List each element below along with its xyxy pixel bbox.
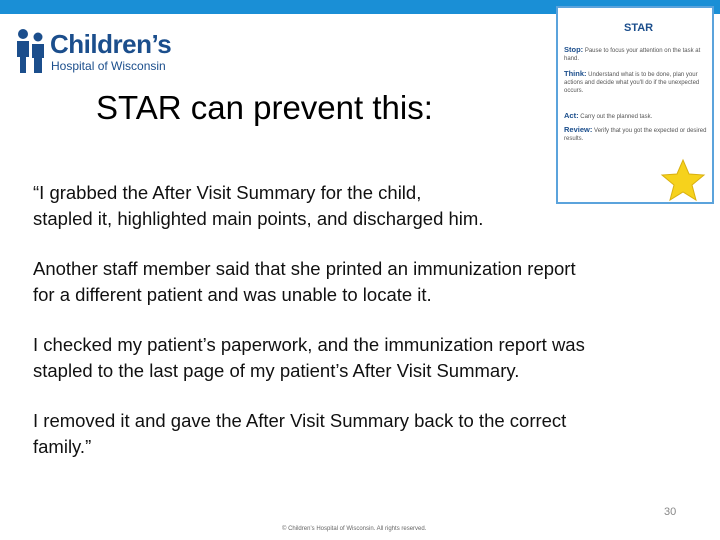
star-term: Act:: [564, 111, 579, 120]
star-row-stop: [564, 46, 710, 63]
paragraph: I removed it and gave the After Visit Summary back to the correct family.”: [33, 410, 567, 457]
copyright-notice: © Children’s Hospital of Wisconsin. All rights reserved.: [282, 526, 427, 532]
childrens-hospital-logo: [14, 24, 174, 76]
star-reference-card: [556, 6, 714, 204]
star-term: Think:: [564, 69, 587, 78]
logo-name: Children’s: [50, 29, 172, 59]
paragraph: Another staff member said that she printed an immunization report for a different patient and was unable to locate it.: [33, 258, 576, 305]
star-desc: Verify that you got the expected or desired results.: [564, 128, 707, 142]
star-card-title: STAR: [624, 22, 654, 34]
paragraph: “I grabbed the After Visit Summary for the child, stapled it, highlighted main points, and discharged him.: [33, 182, 484, 229]
star-desc: Understand what is to be done, plan your actions and decide what you'll do if the unexpected occurs.: [564, 72, 700, 94]
star-row-review: [564, 126, 710, 143]
page-number: 30: [664, 506, 677, 518]
star-desc: Carry out the planned task.: [580, 114, 653, 120]
star-desc: Pause to focus your attention on the task at hand.: [564, 48, 701, 62]
star-term: Review:: [564, 125, 593, 134]
slide-title: STAR can prevent this:: [96, 89, 433, 126]
paragraph: I checked my patient’s paperwork, and the immunization report was stapled to the last page of my patient’s After Visit Summary.: [33, 334, 585, 381]
logo-subtitle: Hospital of Wisconsin: [51, 59, 166, 73]
star-row-act: [564, 112, 710, 121]
star-term: Stop:: [564, 45, 584, 54]
slide-body: [33, 180, 693, 484]
family-silhouette-icon: [14, 28, 48, 74]
star-row-think: [564, 70, 710, 95]
